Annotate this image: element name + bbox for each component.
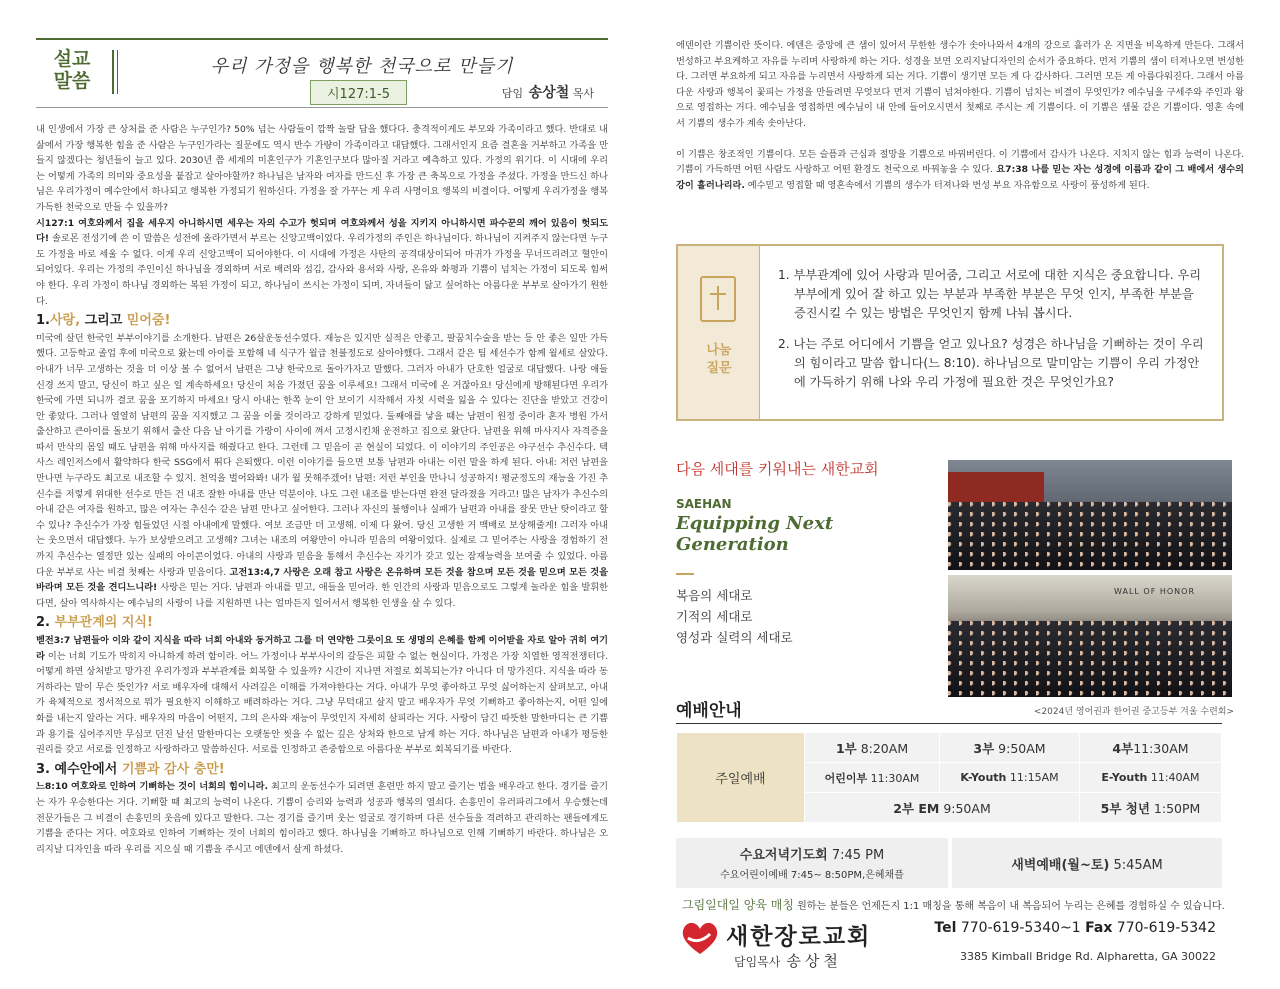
section-3-paragraph: 느8:10 여호와로 인하여 기뻐하는 것이 너희의 힘이니라. 최고의 운동선수가 되려면 훈련만 하지 말고 즐기는 법을 배우라고 한다. 경기를 즐기는 자가 우승한다는 거다. 기뻐할 때 최고의 능력이 나온다. 기쁨이 승리와 능력과 성공과 행복의 열쇠다. 손흥민이 유러파리그에서 우승했는데 전문가들은 그 비결이 손흥민의 웃음에 있다고 말한다. 그는 경기를 즐기며 웃는 얼굴로 경기하며 다른 선수들을 격려하고 관리하는 팬들에게도 기쁨을 준다는 거다. 여호와로 인하여 기뻐하는 것이 너희의 힘이라고 했다. 하나님을 기뻐하고 하나님으로 인해 기뻐하기 바란다. 하나님은 오리지날 디자인을 따라 우리를 지으실 때 기쁨을 주시고 에덴에서 살게 하셨다.: [36, 781, 608, 855]
sermon-title: 우리 가정을 행복한 천국으로 만들기: [210, 56, 514, 77]
church-footer: [676, 918, 1222, 968]
service-4: 4부11:30AM: [1079, 733, 1221, 763]
section-heading-3: 3. 예수안에서 기쁨과 감사 충만!: [36, 761, 225, 777]
intro-paragraph: 내 인생에서 가장 큰 상처를 준 사람은 누구인가? 50% 넘는 사람들이 깜짝 놀랄 답을 했다다. 충격적이게도 부모와 가족이라고 했다. 반대로 내 삶에서 가장 행복한 힘을 준 사람은 누구인가라는 질문에도 역시 반수 가량이 가족이라고 대답했다. 그래서인지 요즘 결혼을 거부하고 가족을 만들지 않겠다는 청년들이 늘고 있다. 2030년 쯤 세계의 미혼인구가 기혼인구보다 많아질 거라고 예측하고 있다. 가정의 위기다. 이 시대에 우리는 어떻게 가족의 의미와 중요성을 붙잡고 살아야할까? 하나님은 남자와 여자를 만드신 후 가장 큰 축복으로 가정을 주셨다. 가정을 만드신 하나님은 우리가정이 예수안에서 하나되고 행복한 가정되기 원하신다. 가정을 잘 가꾸는 게 우리 사명이요 행복의 비결이다. 어떻게 우리가정을 행복 가득한 천국으로 만들 수 있을까?: [36, 124, 608, 213]
pastor-credit: 담임목사 송상철: [734, 952, 842, 970]
wednesday-service: 수요저녁기도회 7:45 PM 수요어린이예배 7:45~ 8:50PM,은혜채플: [676, 838, 948, 888]
sunday-label: 주일예배: [677, 733, 805, 823]
crowd: [948, 621, 1232, 697]
service-2-em: 2부 EM 9:50AM: [805, 793, 1080, 823]
ministry-title: 다음 세대를 키워내는 새한교회: [676, 460, 879, 478]
sharing-questions: [778, 266, 1204, 404]
section-1-paragraph: 미국에 살던 한국인 부부이야기를 소개한다. 남편은 26살운동선수였다. 재능은 있지만 실적은 안좋고, 팔꿈치수술을 받는 등 안 좋은 일만 가득했다. 고등학교 졸업 후에 미국으로 왔는데 아이를 포함해 네 식구가 월급 천불정도로 살아야했다. 그래서 같은 팀 세선수가 함께 월세로 살았다. 아내가 너무 고생하는 것을 더 이상 볼 수 없어서 남편은 그냥 한국으로 돌아가자고 말했다. 그러자 아내가 단호한 얼굴로 대답했다. 나랑 애들 신경 쓰지 말고, 당신이 하고 싶은 일 계속하세요! 당신이 처음 가졌던 꿈을 이루세요! 그래서 미국에 온 거잖아요! 당신에게 방해된다면 우리가 한국에 가면 되니까 결코 꿈을 포기하지 마세요! 당시 아내는 한쪽 눈이 안 보이기 시작해서 자칫 시력을 잃을 수 있다는 진단을 받았고 건강이 안 좋았다. 그러나 열열히 남편의 꿈을 지지했고 그 꿈을 이룰 것이라고 강하게 믿었다. 둘째애를 낳을 때는 남편이 원정 중이라 혼자 병원 가서 출산하고 큰아이를 돌보기 위해서 출산 다음 날 아기를 가랑이 사이에 껴서 고정시킨채 운전하고 집으로 왔단다. 남편을 위해 마사지사 자격증을 따서 만삭의 몸일 때도 남편을 위해 마사지를 해줬다고 한다. 그런데 그 믿음이 곧 현실이 되었다. 이 이야기의 주인공은 야구선수 추신수다. 텍사스 레인저스에서 활약하다 한국 SSG에서 뛰다 은퇴했다. 이런 이야기를 들으면 보통 남편과 아내는 이런 말을 하게 된다. 아내: 저런 남편을 만나면 누구라도 최고로 내조할 수 있지. 천억을 벌어와봐! 내가 월 못해주겠어! 남편: 저런 부인을 만나니 성공하지! 평균정도의 재능을 가진 추신수를 저렇게 위대한 선수로 만든 건 내조 잘한 아내를 만난 덕분이야. 나도 그런 내조를 받는다면 완전 달라졌을 거라고! 많은 남자가 추신수의 아내 같은 여자를 원하고, 많은 여자는 추신수 같은 남편 만나고 싶어한다. 그러나 자신의 불행이나 실패가 남편과 아내를 잘못 만난 탓이라고 할 수 있나? 추신수가 가장 힘들었던 시절 아내에게 말했다. 여보 조금만 더 고생해. 이제 다 왔어. 당신 고생한 거 백배로 보상해줄게! 그러자 아내는 웃으면서 대답했다. 누가 보상받으려고 고생해? 그녀는 내조의 여왕만이 아니라 믿음의 여왕이었다. 실제로 그 믿어주는 사랑을 경험하기 전까지 추신수는 열정만 있는 실패의 아이콘이었다. 아내의 사랑과 믿음을 통해서 추신수는 자기가 갖고 있는 잠재능력을 보여줄 수 있었다. 아름다운 부부로 사는 비결 첫째는 사랑과 믿음이다. 고전13:4,7 사랑은 오래 참고 사랑은 온유하며 모든 것을 참으며 모든 것을 믿으며 모든 것을 바라며 모든 것을 견디느니라! 사랑은 믿는 거다. 남편과 아내를 믿고, 애들을 믿어라. 한 인간의 사랑과 믿음으로도 그렇게 놀라운 힘을 발휘한다면, 살아 역사하시는 예수님의 사랑이 나를 지원하면 나는 얼마든지 일어서서 행복한 인생을 살 수 있다.: [36, 332, 608, 609]
equipping-slogan: Equipping Next Generation: [676, 513, 834, 555]
generation-item: 영성과 실력의 세대로: [676, 630, 793, 645]
bible-icon: [700, 276, 736, 322]
sermon-body: [36, 122, 608, 857]
worship-title: 예배안내: [676, 701, 742, 721]
section-heading-2: 2. 부부관계의 지식!: [36, 615, 153, 631]
header-rule: [36, 107, 608, 108]
church-address: 3385 Kimball Bridge Rd. Alpharetta, GA 30022: [959, 950, 1216, 963]
dawn-service: 새벽예배(월~토) 5:45AM: [952, 838, 1222, 888]
question-2: 2. 나는 주로 어디에서 기쁨을 얻고 있나요? 성경은 하나님을 기뻐하는 것이 우리의 힘이라고 말씀 합니다(느 8:10). 하나님으로 말미암는 기쁨이 우리 가정안에 가득하기 위해 나와 우리 가정에 필요한 것은 무엇인가요?: [778, 337, 1204, 389]
service-3: 3부 9:50AM: [940, 733, 1080, 763]
question-1: 1. 부부관계에 있어 사랑과 믿어줌, 그리고 서로에 대한 지식은 중요합니다. 우리 부부에게 있어 잘 하고 있는 부분과 부족한 부분은 무엇 인지, 부족한 부분을 증진시킬 수 있는 방법은 무엇인지 함께 나눠 봅시다.: [778, 268, 1202, 320]
worship-schedule-table: [676, 732, 1222, 823]
bible-verse: 벧전3:7 남편들아 이와 같이 지식을 따라 너희 아내와 동거하고 그를 더 연약한 그릇이요 또 생명의 은혜를 함께 이어받을 자로 알아 귀히 여기라: [36, 635, 608, 662]
sermon-column: [36, 38, 608, 958]
generation-list: [676, 585, 944, 648]
continuation-paragraph-1: 에덴이란 기쁨이란 뜻이다. 에덴은 중앙에 큰 샘이 있어서 무한한 생수가 솟아나와서 4개의 강으로 흘러가 온 지면을 비옥하게 만든다. 그래서 번성하고 부요케하고 자유를 누리며 사랑하게 하는 거다. 성경을 보면 오리지날디자인의 순서가 중요하다. 먼저 기쁨의 샘이 터져나오면 번성한다. 그러면 부요하게 되고 자유를 누리면서 사랑하게 되는 거다. 기쁨이 생기면 모든 게 다 감사하다. 그러면 모든 게 아름다워진다. 그래서 아름다운 사랑과 행복이 꽃피는 가정을 만들려면 무엇보다 먼저 기쁨이 넘쳐야한다. 기쁨이 넘치는 비결이 무엇인가? 예수님을 구세주와 주인과 왕으로 영접하는 거다. 예수님을 영접하면 예수님이 내 안에 들어오시면서 첫째로 주시는 게 기쁨이다. 이 기쁨은 샘물 같은 기쁨이다. 영혼 속에서 기쁨의 생수가 계속 솟아난다.: [676, 40, 1244, 129]
pastor-byline: 담임 송상철 목사: [501, 85, 594, 101]
section-2-paragraph: 벧전3:7 남편들아 이와 같이 지식을 따라 너희 아내와 동거하고 그를 더 연약한 그릇이요 또 생명의 은혜를 함께 이어받을 자로 알아 귀히 여기라 이는 너희 기도가 막히지 아니하게 하려 함이라. 어느 가정이나 부부사이의 갈등은 피할 수 없는 현실이다. 가정은 가장 치열한 영적전쟁터다. 어떻게 하면 상처받고 망가진 우리가정과 부부관계를 회복할 수 있을까? 시간이 지나면 저절로 회복되는가? 아니다 더 망가진다. 지식을 따라 동거하라는 말이 무슨 뜻인가? 서로 배우자에 대해서 사려깊은 이해를 가져야한다는 거다. 아내가 무엇 좋아하고 무엇 싫어하는지 살펴보고, 아내가 육체적으로 정서적으로 뭐가 필요한지 이해하고 배려하라는 거다. 그냥 무턱대고 살지 말고 배우자가 무엇 기뻐하고 좋아하는지, 어떤 일에 화를 내는지 알라는 거다. 배우자의 마음이 어떤지, 그의 은사와 재능이 무엇인지 자세히 살피라는 거다. 사랑이 담긴 따뜻한 말한마디는 큰 기쁨과 용기를 심어주지만 무심코 던진 날선 말한마디는 오랫동안 씻을 수 없는 깊은 상처와 한으로 남게 하는 거다. 하나님은 남편과 아내가 평등한 권리를 갖고 서로를 인정하고 사랑하라고 말씀하신다. 서로를 인정하고 존중함으로 아름다운 부부로 회복되기를 바란다.: [36, 635, 608, 756]
wednesday-kids-note: 수요어린이예배 7:45~ 8:50PM,은혜채플: [720, 870, 904, 881]
kids-service: 어린이부 11:30AM: [805, 763, 940, 793]
sharing-label-panel: [678, 246, 760, 419]
weekday-services: [676, 838, 1222, 888]
bible-verse: 고전13:4,7 사랑은 오래 참고 사랑은 온유하며 모든 것을 참으며 모든 것을 믿으며 모든 것을 바라며 모든 것을 견디느니라!: [36, 566, 608, 594]
bible-verse: 느8:10 여호와로 인하여 기뻐하는 것이 너희의 힘이니라.: [36, 781, 269, 793]
photo-caption: <2024년 영어권과 한어권 중고등부 겨울 수련회>: [1033, 707, 1234, 717]
church-name: 새한장로교회: [726, 924, 872, 950]
group-photo-indoor: [948, 575, 1232, 697]
group-photo-outdoor: [948, 460, 1232, 570]
wall-of-honor-sign: WALL OF HONOR: [1114, 587, 1195, 596]
crowd: [948, 502, 1232, 570]
tag-divider: [112, 50, 118, 94]
sermon-continuation: [676, 38, 1244, 193]
church-logo-icon: [680, 920, 720, 956]
section-heading-1: 1.사랑, 그리고 믿어줌!: [36, 313, 171, 329]
bible-verse: 시127:1 여호와께서 집을 세우지 아니하시면 세우는 자의 수고가 헛되며 여호와께서 성을 지키지 아니하시면 파수꾼의 깨어 있음이 헛되도다!: [36, 217, 608, 245]
saehan-label: SAEHAN: [676, 497, 732, 511]
generation-item: 복음의 세대로: [676, 588, 753, 603]
continuation-paragraph-2: 이 기쁨은 창조적인 기쁨이다. 모든 슬픔과 근심과 절망을 기쁨으로 바꿔버린다. 이 기쁨에서 감사가 나온다. 지치지 않는 힘과 능력이 나온다. 기쁨이 가득하면 어떤 사람도 사랑하고 어떤 환경도 천국으로 바꿔놓을 수 있다. 요7:38 나를 믿는 자는 성경에 이름과 같이 그 배에서 생수의 강이 흘러나리라. 예수믿고 영접할 때 영혼속에서 기쁨의 생수가 터져나와 번성 부요 자유함으로 사랑이 풍성하게 된다.: [676, 148, 1244, 191]
worship-rule: [676, 723, 1222, 724]
mentoring-notice: 그림일대일 양육 매칭 원하는 분들은 언제든지 1:1 매칭을 통해 복음이 내 복음되어 누리는 은혜를 경험하실 수 있습니다.: [682, 898, 1225, 912]
gold-divider: [676, 573, 694, 575]
right-column: [676, 38, 1244, 973]
sharing-label: 나눔 질문: [706, 343, 732, 376]
contact-numbers: Tel 770-619-5340~1 Fax 770-619-5342: [934, 920, 1216, 936]
sermon-header: [36, 38, 608, 108]
generation-item: 기적의 세대로: [676, 609, 753, 624]
service-1: 1부 8:20AM: [805, 733, 940, 763]
scripture-badge: 시127:1-5: [310, 80, 407, 105]
service-5-young-adult: 5부 청년 1:50PM: [1079, 793, 1221, 823]
e-youth-service: E-Youth 11:40AM: [1079, 763, 1221, 793]
sermon-tag: 설교 말씀: [53, 48, 91, 92]
k-youth-service: K-Youth 11:15AM: [940, 763, 1080, 793]
next-generation-section: [676, 458, 944, 648]
verse-paragraph: 시127:1 여호와께서 집을 세우지 아니하시면 세우는 자의 수고가 헛되며 여호와께서 성을 지키지 아니하시면 파수꾼의 깨어 있음이 헛되도다! 솔로몬 전성기에 쓴 이 말씀은 성전에 올라가면서 부르는 신앙고백이었다. 우리가정의 주인은 하나님이다. 하나님이 지켜주지 않는다면 누구도 가정을 바로 세울 수 없다. 이게 우리 신앙고백이 되어야한다. 이 시대에 가정은 사탄의 공격대상이되어 마귀가 가정을 무너뜨리려고 혈안이 되어있다. 우리는 가정의 주인이신 하나님을 경외하며 서로 배려와 섬김, 감사와 용서와 사랑, 온유와 화평과 기쁨이 넘치는 가정이 되도록 힘써야 한다. 우리 가정이 하나님 경외하는 복된 가정이 되고, 하나님이 쓰시는 가정이 되며, 자녀들이 닮고 싶어하는 아름다운 부부로 살아가기 원한다.: [36, 217, 608, 307]
bible-verse: 요7:38 나를 믿는 자는 성경에 이름과 같이 그 배에서 생수의 강이 흘러나리라.: [676, 164, 1244, 191]
sharing-questions-box: [676, 244, 1224, 421]
